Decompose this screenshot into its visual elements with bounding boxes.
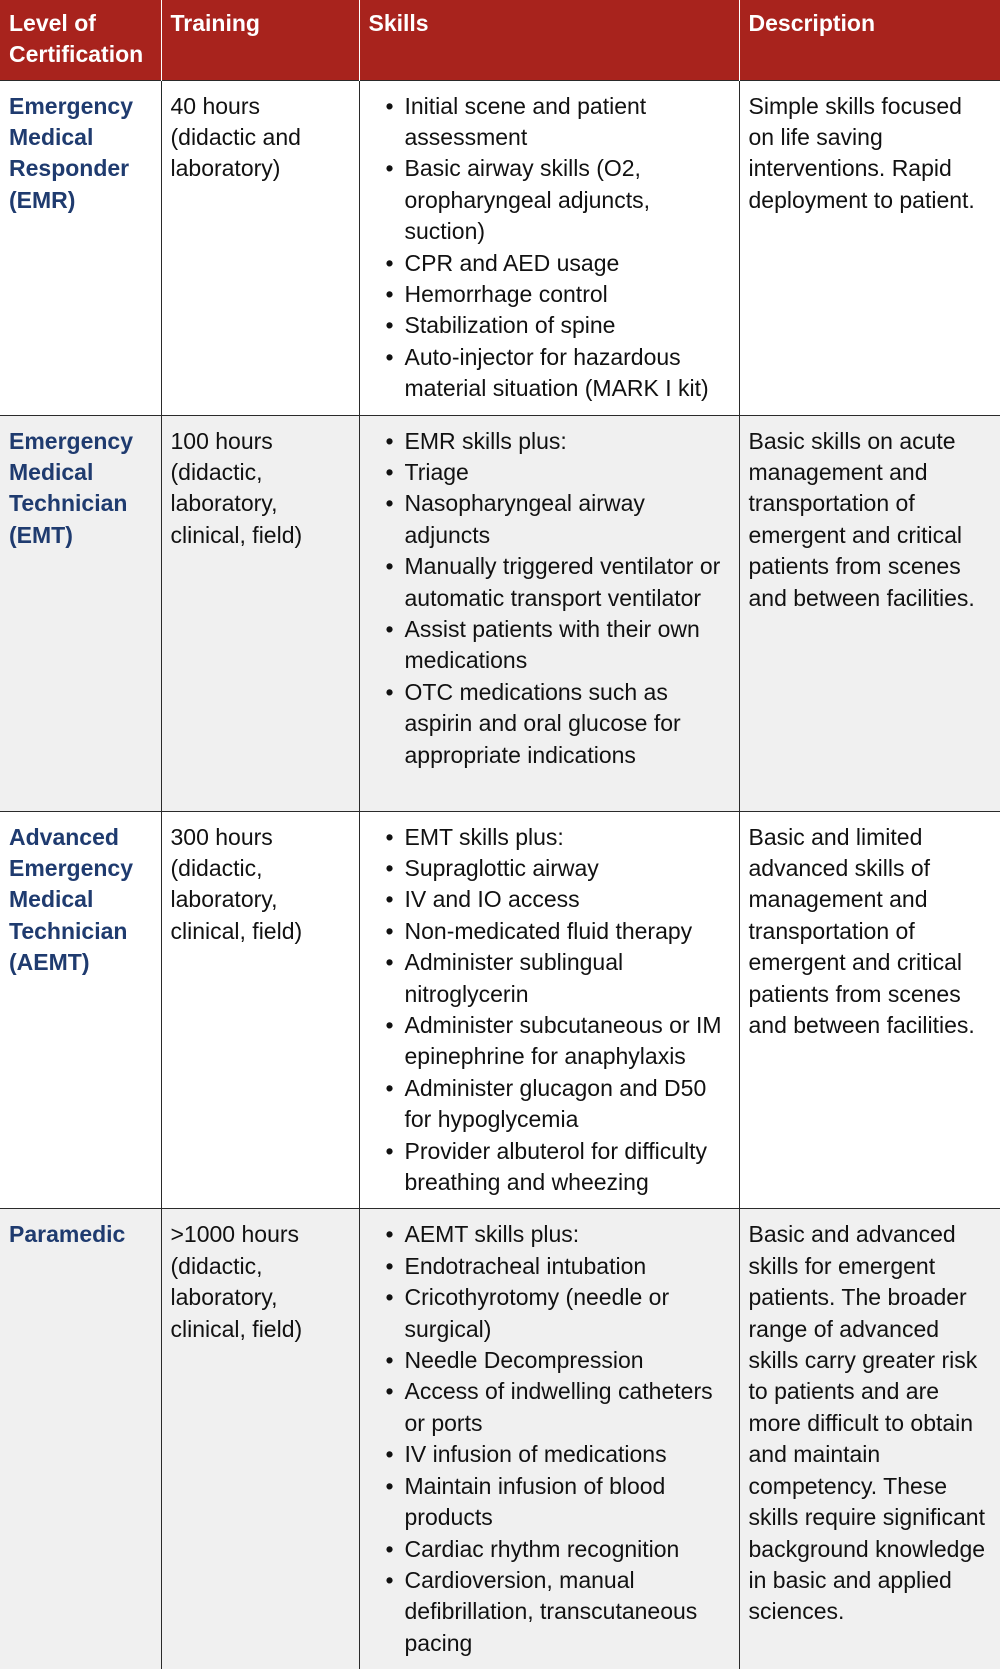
skills-list — [369, 426, 731, 771]
skills-list — [369, 1219, 731, 1659]
training-cell: >1000 hours (didactic, laboratory, clinical, field) — [161, 1209, 359, 1669]
column-header-level: Level of Certification — [0, 0, 161, 80]
table-row — [0, 811, 1000, 1209]
description-cell: Simple skills focused on life saving interventions. Rapid deployment to patient. — [739, 80, 1000, 415]
header-row — [0, 0, 1000, 80]
skill-item: • Non-medicated fluid therapy — [394, 916, 731, 947]
skills-cell — [359, 811, 739, 1209]
skill-item: • Nasopharyngeal airway adjuncts — [394, 488, 731, 551]
skill-item: • IV infusion of medications — [394, 1439, 731, 1470]
skill-item: • OTC medications such as aspirin and oral glucose for appropriate indications — [394, 677, 731, 771]
training-cell: 100 hours (didactic, laboratory, clinical, field) — [161, 415, 359, 811]
skill-item: • CPR and AED usage — [394, 248, 731, 279]
level-cell: Emergency Medical Technician (EMT) — [0, 415, 161, 811]
skills-list — [369, 822, 731, 1199]
training-cell: 40 hours (didactic and laboratory) — [161, 80, 359, 415]
skill-item: • Maintain infusion of blood products — [394, 1471, 731, 1534]
skill-item: • Cardioversion, manual defibrillation, transcutaneous pacing — [394, 1565, 731, 1659]
skill-item: • Initial scene and patient assessment — [394, 91, 731, 154]
table-row — [0, 415, 1000, 811]
column-header-training: Training — [161, 0, 359, 80]
skill-item: • Assist patients with their own medications — [394, 614, 731, 677]
skill-item: • IV and IO access — [394, 884, 731, 915]
level-cell: Advanced Emergency Medical Technician (AEMT) — [0, 811, 161, 1209]
column-header-description: Description — [739, 0, 1000, 80]
skill-item: • Access of indwelling catheters or ports — [394, 1376, 731, 1439]
training-cell: 300 hours (didactic, laboratory, clinical, field) — [161, 811, 359, 1209]
skill-item: • Needle Decompression — [394, 1345, 731, 1376]
level-cell: Paramedic — [0, 1209, 161, 1669]
table-row — [0, 80, 1000, 415]
description-cell: Basic skills on acute management and transportation of emergent and critical patients from scenes and between facilities. — [739, 415, 1000, 811]
skill-item: • Auto-injector for hazardous material situation (MARK I kit) — [394, 342, 731, 405]
skill-item: • EMR skills plus: — [394, 426, 731, 457]
skill-item: • Manually triggered ventilator or automatic transport ventilator — [394, 551, 731, 614]
skill-item: • Administer subcutaneous or IM epinephrine for anaphylaxis — [394, 1010, 731, 1073]
skills-cell — [359, 80, 739, 415]
column-header-skills: Skills — [359, 0, 739, 80]
skill-item: • Administer sublingual nitroglycerin — [394, 947, 731, 1010]
skill-item: • Stabilization of spine — [394, 310, 731, 341]
description-cell: Basic and limited advanced skills of management and transportation of emergent and critical patients from scenes and between facilities. — [739, 811, 1000, 1209]
skill-item: • Basic airway skills (O2, oropharyngeal adjuncts, suction) — [394, 153, 731, 247]
skill-item: • AEMT skills plus: — [394, 1219, 731, 1250]
skill-item: • Hemorrhage control — [394, 279, 731, 310]
skill-item: • Cricothyrotomy (needle or surgical) — [394, 1282, 731, 1345]
skill-item: • Provider albuterol for difficulty breathing and wheezing — [394, 1136, 731, 1199]
skills-cell — [359, 1209, 739, 1669]
description-cell: Basic and advanced skills for emergent patients. The broader range of advanced skills carry greater risk to patients and are more difficult to obtain and maintain competency. These skills require significant background knowledge in basic and applied sciences. — [739, 1209, 1000, 1669]
level-cell: Emergency Medical Responder (EMR) — [0, 80, 161, 415]
skills-list — [369, 91, 731, 405]
skill-item: • Supraglottic airway — [394, 853, 731, 884]
skill-item: • Cardiac rhythm recognition — [394, 1534, 731, 1565]
skill-item: • EMT skills plus: — [394, 822, 731, 853]
table-row — [0, 1209, 1000, 1669]
skill-item: • Endotracheal intubation — [394, 1251, 731, 1282]
skill-item: • Triage — [394, 457, 731, 488]
skills-cell — [359, 415, 739, 811]
skill-item: • Administer glucagon and D50 for hypoglycemia — [394, 1073, 731, 1136]
